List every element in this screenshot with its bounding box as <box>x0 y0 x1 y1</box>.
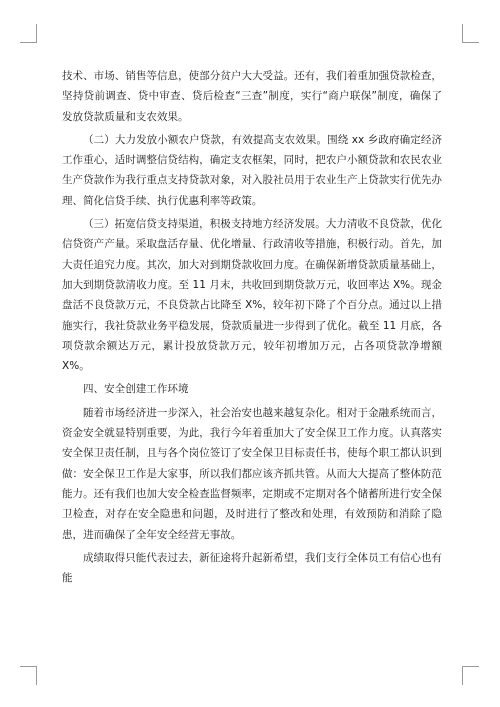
paragraph-microloans: （二）大力发放小额农户贷款，有效提高支农效果。围绕 xx 乡政府确定经济工作重心，适时调整信贷结构，确定支农框架，同时，把农户小额贷款和农民农业生产贷款作为我行重点支持贷款对象，对入股社员用于农业生产上贷款实行优先办理、简化信贷手续、执行优惠利率等政策。 <box>62 133 442 207</box>
document-body <box>62 66 442 591</box>
paragraph-continued-text: 技术、市场、销售等信息，使部分贫户大大受益。还有，我们着重加强贷款检查，坚持贷前调查、贷中审查、贷后检查“三查”制度，实行“商户联保”制度，确保了发放贷款质量和支农效果。 <box>62 70 442 123</box>
crop-mark-top-right <box>462 24 479 43</box>
section-heading-safety: 四、安全创建工作环境 <box>83 383 189 396</box>
paragraph-credit-channels: （三）拓宽信贷支持渠道，积极支持地方经济发展。大力清收不良贷款，优化信贷资产产量。采取盘活存量、优化增量、行政清收等措施，积极行动。首先，加大责任追究力度。其次，加大对到期贷款收回力度。在确保新增贷款质量基础上，加大到期贷款清收力度。至 11 月末，共收回到期贷款万元，收回率达 X%。现金盘活不良贷款万元，不良贷款占比降至 X%，较年初下降了个百分点。通过以上措施实行，我社贷款业务平稳发展，贷款质量进一步得到了优化。截至 11 月底，各项贷款余额达万元，累计投放贷款万元，较年初增加万元，占各项贷款净增额 X%。 <box>62 218 442 373</box>
crop-mark-top-left <box>20 24 37 43</box>
paragraph-safety: 随着市场经济进一步深入，社会治安也越来越复杂化。相对于金融系统而言，资金安全就显特别重要，为此，我行今年着重加大了安全保卫工作力度。认真落实安全保卫责任制，且与各个岗位签订了安全保卫目标责任书，使每个职工都认识到做：安全保卫工作是大家事，所以我们都应该齐抓共管。从而大大提高了整体防范能力。还有我们也加大安全检查监督频率，定期或不定期对各个储蓄所进行安全保卫检查，对存在安全隐患和问题，及时进行了整改和处理，有效预防和消除了隐患，进而确保了全年安全经营无事故。 <box>62 406 442 541</box>
crop-mark-bottom-right <box>462 666 479 685</box>
crop-mark-bottom-left <box>20 666 37 685</box>
paragraph-conclusion: 成绩取得只能代表过去，新征途将升起新希望，我们支行全体员工有信心也有能 <box>62 551 442 585</box>
